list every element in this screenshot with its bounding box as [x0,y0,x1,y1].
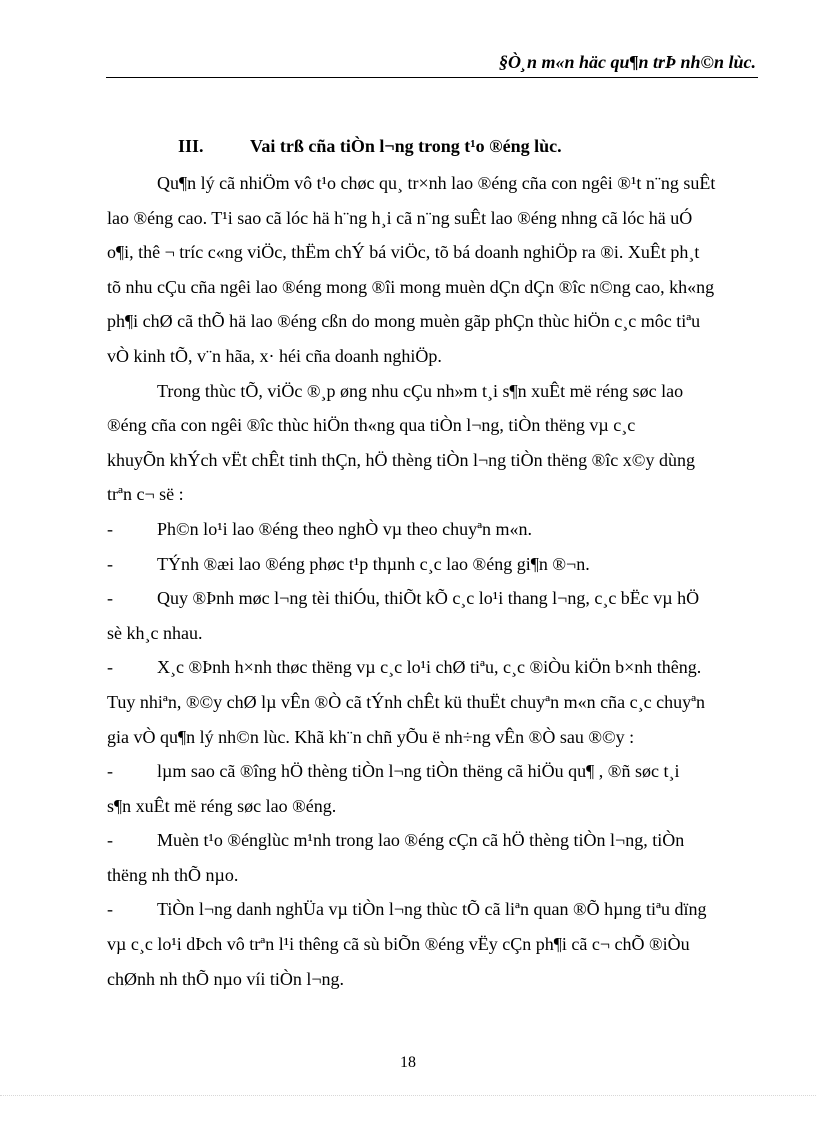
body-line [107,512,753,547]
body-line [107,789,753,824]
line-text: Trong thùc tÕ, viÖc ®¸p øng nhu cÇu nh»m t¸i s¶n xuÊt më réng søc lao [157,380,684,401]
body-line [107,823,753,858]
body-line [107,858,753,893]
body-line [107,270,753,305]
line-text: ph¶i chØ cã thÕ hä lao ®éng cßn do mong muèn gãp phÇn thùc hiÖn c¸c môc tiªu [107,311,701,332]
line-text: Ph©n lo¹i lao ®éng theo nghÒ vµ theo chuyªn m«n. [157,518,533,539]
page-number: 18 [400,1054,416,1071]
body-line [107,962,753,997]
line-text: s¶n xuÊt më réng søc lao ®éng. [107,795,337,816]
line-text: vÒ kinh tÕ, v¨n hãa, x· héi cña doanh nghiÖp. [107,345,442,366]
body-line [107,374,753,409]
body-line [107,304,753,339]
list-dash: - [107,761,113,782]
body-line [107,581,753,616]
line-text: sè kh¸c nhau. [107,622,203,643]
line-text: ®éng cña con ngêi ®îc thùc hiÖn th«ng qua tiÒn l¬ng, tiÒn thëng vµ c¸c [107,415,636,436]
line-text: o¶i, thê ¬ tríc c«ng viÖc, thËm chÝ bá viÖc, tõ bá doanh nghiÖp ra ®i. XuÊt ph¸t [107,242,700,263]
line-text: vµ c¸c lo¹i dÞch vô trªn l¹i thêng cã sù biÕn ®éng vËy cÇn ph¶i cã c¬ chÕ ®iÒu [107,934,690,955]
line-text: Qu¶n lý cã nhiÖm vô t¹o chøc qu¸ tr×nh lao ®éng cña con ngêi ®¹t n¨ng suÊt [157,173,716,193]
body-line [107,754,753,789]
body-line [107,927,753,962]
list-dash: - [107,830,113,851]
body-line [107,235,753,270]
body-text [107,166,753,996]
body-line [107,443,753,478]
header-rule [106,77,758,78]
line-text: Tuy nhiªn, ®©y chØ lµ vÊn ®Ò cã tÝnh chÊt kü thuËt chuyªn m«n cña c¸c chuyªn [107,691,706,712]
line-text: thëng nh thÕ nµo. [107,864,239,885]
line-text: khuyÕn khÝch vËt chÊt tinh thÇn, hÖ thèng tiÒn l¬ng tiÒn thëng ®îc x©y dùng [107,449,695,470]
body-line [107,408,753,443]
line-text: Muèn t¹o ®énglùc m¹nh trong lao ®éng cÇn cã hÖ thèng tiÒn l¬ng, tiÒn [157,830,685,851]
line-text: TiÒn l¬ng danh nghÜa vµ tiÒn l¬ng thùc tÕ cã liªn quan ®Õ hµng tiªu dïng [157,899,707,920]
running-header: §Ò¸n m«n häc qu¶n trÞ nh©n lùc. [498,52,756,72]
line-text: Quy ®Þnh møc l¬ng tèi thiÓu, thiÕt kÕ c¸c lo¹i thang l¬ng, c¸c bËc vµ hÖ [157,588,700,609]
body-line [107,201,753,236]
page-bottom-rule [0,1095,816,1096]
body-line [107,650,753,685]
list-dash: - [107,553,113,574]
line-text: gia vÒ qu¶n lý nh©n lùc. Khã kh¨n chñ yÕu ë nh÷ng vÊn ®Ò sau ®©y : [107,726,635,747]
line-text: lµm sao cã ®îng hÖ thèng tiÒn l¬ng tiÒn thëng cã hiÖu qu¶ , ®ñ søc t¸i [157,761,680,782]
line-text: tõ nhu cÇu cña ngêi lao ®éng mong ®îi mong muèn dÇn dÇn ®îc n©ng cao, kh«ng [107,276,715,297]
line-text: TÝnh ®æi lao ®éng phøc t¹p thµnh c¸c lao ®éng gi¶n ®¬n. [157,553,590,574]
body-line [107,616,753,651]
body-line [107,166,753,201]
section-number: III. [178,136,204,156]
line-text: lao ®éng cao. T¹i sao cã lóc hä h¨ng h¸i cã n¨ng suÊt lao ®éng nhng cã lóc hä uÓ [107,207,693,228]
section-heading [178,134,562,158]
body-line [107,685,753,720]
list-dash: - [107,588,113,609]
list-dash: - [107,518,113,539]
line-text: trªn c¬ së : [107,484,184,505]
line-text: chØnh nh thÕ nµo víi tiÒn l¬ng. [107,968,345,989]
section-title: Vai trß cña tiÒn l¬ng trong t¹o ®éng lùc. [250,136,562,156]
body-line [107,477,753,512]
body-line [107,547,753,582]
body-line [107,720,753,755]
line-text: X¸c ®Þnh h×nh thøc thëng vµ c¸c lo¹i chØ tiªu, c¸c ®iÒu kiÖn b×nh thêng. [157,657,702,678]
body-line [107,892,753,927]
list-dash: - [107,899,113,920]
body-line [107,339,753,374]
list-dash: - [107,657,113,678]
